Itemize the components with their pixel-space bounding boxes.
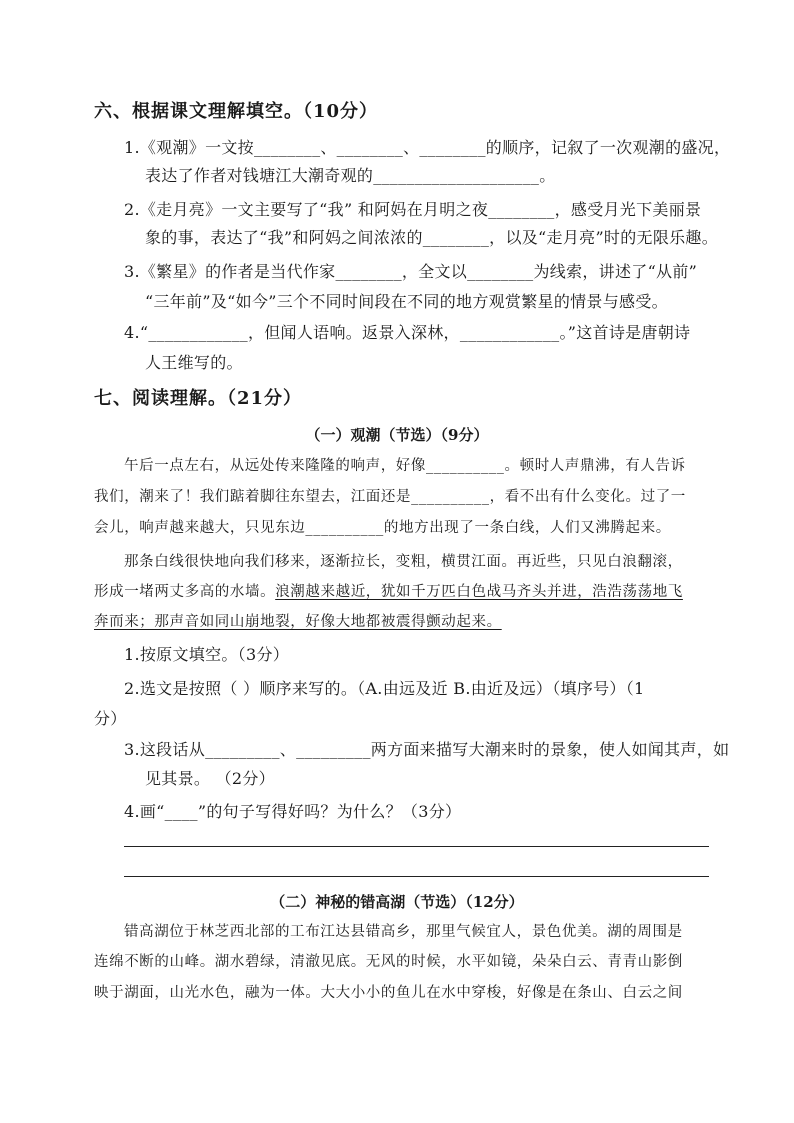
reading-question-3-line-2: 见其景。 （2分）: [145, 769, 275, 788]
reading-question-2-line-2: 分）: [94, 709, 127, 728]
question-2-line-1: 2.《走月亮》一文主要写了“我” 和阿妈在月明之夜________，感受月光下美丽景: [124, 200, 702, 219]
question-2-line-2: 象的事，表达了“我”和阿妈之间浓浓的________，以及“走月亮”时的无限乐趣。: [145, 228, 719, 247]
question-4-line-2: 人王维写的。: [145, 353, 243, 372]
passage-1-para-2-line-1: 那条白线很快地向我们移来，逐渐拉长，变粗，横贯江面。再近些，只见白浪翻滚，: [124, 554, 683, 570]
underlined-sentence-part-2: 奔而来；那声音如同山崩地裂，好像大地都被震得颤动起来。: [94, 614, 502, 630]
passage-1-para-2-line-2: [94, 580, 683, 601]
section-7-heading: 七、阅读理解。（21分）: [94, 388, 303, 409]
passage-2-line-2: 连绵不断的山峰。湖水碧绿，清澈见底。无风的时候，水平如镜，朵朵白云、青青山影倒: [94, 954, 683, 970]
passage-1-para-1-line-3: 会儿，响声越来越大，只见东边__________的地方出现了一条白线，人们又沸腾起来。: [94, 520, 671, 536]
reading-question-3-line-1: 3.这段话从_________、_________两方面来描写大潮来时的景象，使人如闻其声，如: [124, 740, 730, 759]
passage-1-para-1-line-1: 午后一点左右，从远处传来隆隆的响声，好像__________。顿时人声鼎沸，有人告诉: [124, 458, 686, 474]
reading-question-1: 1.按原文填空。（3分）: [124, 645, 290, 664]
passage-1-title: （一）观潮（节选）（9分）: [305, 426, 489, 444]
passage-1-para-2-plain: 形成一堵两丈多高的水墙。: [94, 584, 276, 600]
passage-2-title: （二）神秘的错高湖（节选）（12分）: [270, 893, 524, 911]
answer-line-2[interactable]: [124, 876, 709, 877]
underlined-sentence-part-1: 浪潮越来越近，犹如千万匹白色战马齐头并进，浩浩荡荡地飞: [275, 584, 683, 600]
reading-question-2-line-1: 2.选文是按照（ ）顺序来写的。（A.由远及近 B.由近及远）（填序号）（1: [124, 679, 645, 698]
question-1-line-1: 1.《观潮》一文按________、________、________的顺序，记叙了一次观潮的盛况，: [124, 138, 731, 157]
passage-2-line-1: 错高湖位于林芝西北部的工布江达县错高乡，那里气候宜人，景色优美。湖的周围是: [124, 924, 683, 940]
section-6-heading: 六、根据课文理解填空。（10分）: [94, 101, 379, 122]
question-1-line-2: 表达了作者对钱塘江大潮奇观的____________________。: [145, 166, 556, 185]
question-4-line-1: 4.“____________，但闻人语响。返景入深林，____________。”这首诗是唐朝诗: [124, 323, 691, 342]
reading-question-4: 4.画“____”的句子写得好吗？为什么？（3分）: [124, 802, 462, 821]
answer-line-1[interactable]: [124, 846, 709, 847]
passage-2-line-3: 映于湖面，山光水色，融为一体。大大小小的鱼儿在水中穿梭，好像是在条山、白云之间: [94, 985, 683, 1001]
question-3-line-2: “三年前”及“如今”三个不同时间段在不同的地方观赏繁星的情景与感受。: [145, 292, 668, 311]
question-3-line-1: 3.《繁星》的作者是当代作家________，全文以________为线索，讲述了“从前”: [124, 262, 698, 281]
passage-1-para-1-line-2: 我们，潮来了！我们踮着脚往东望去，江面还是__________，看不出有什么变化。过了一: [94, 489, 686, 505]
